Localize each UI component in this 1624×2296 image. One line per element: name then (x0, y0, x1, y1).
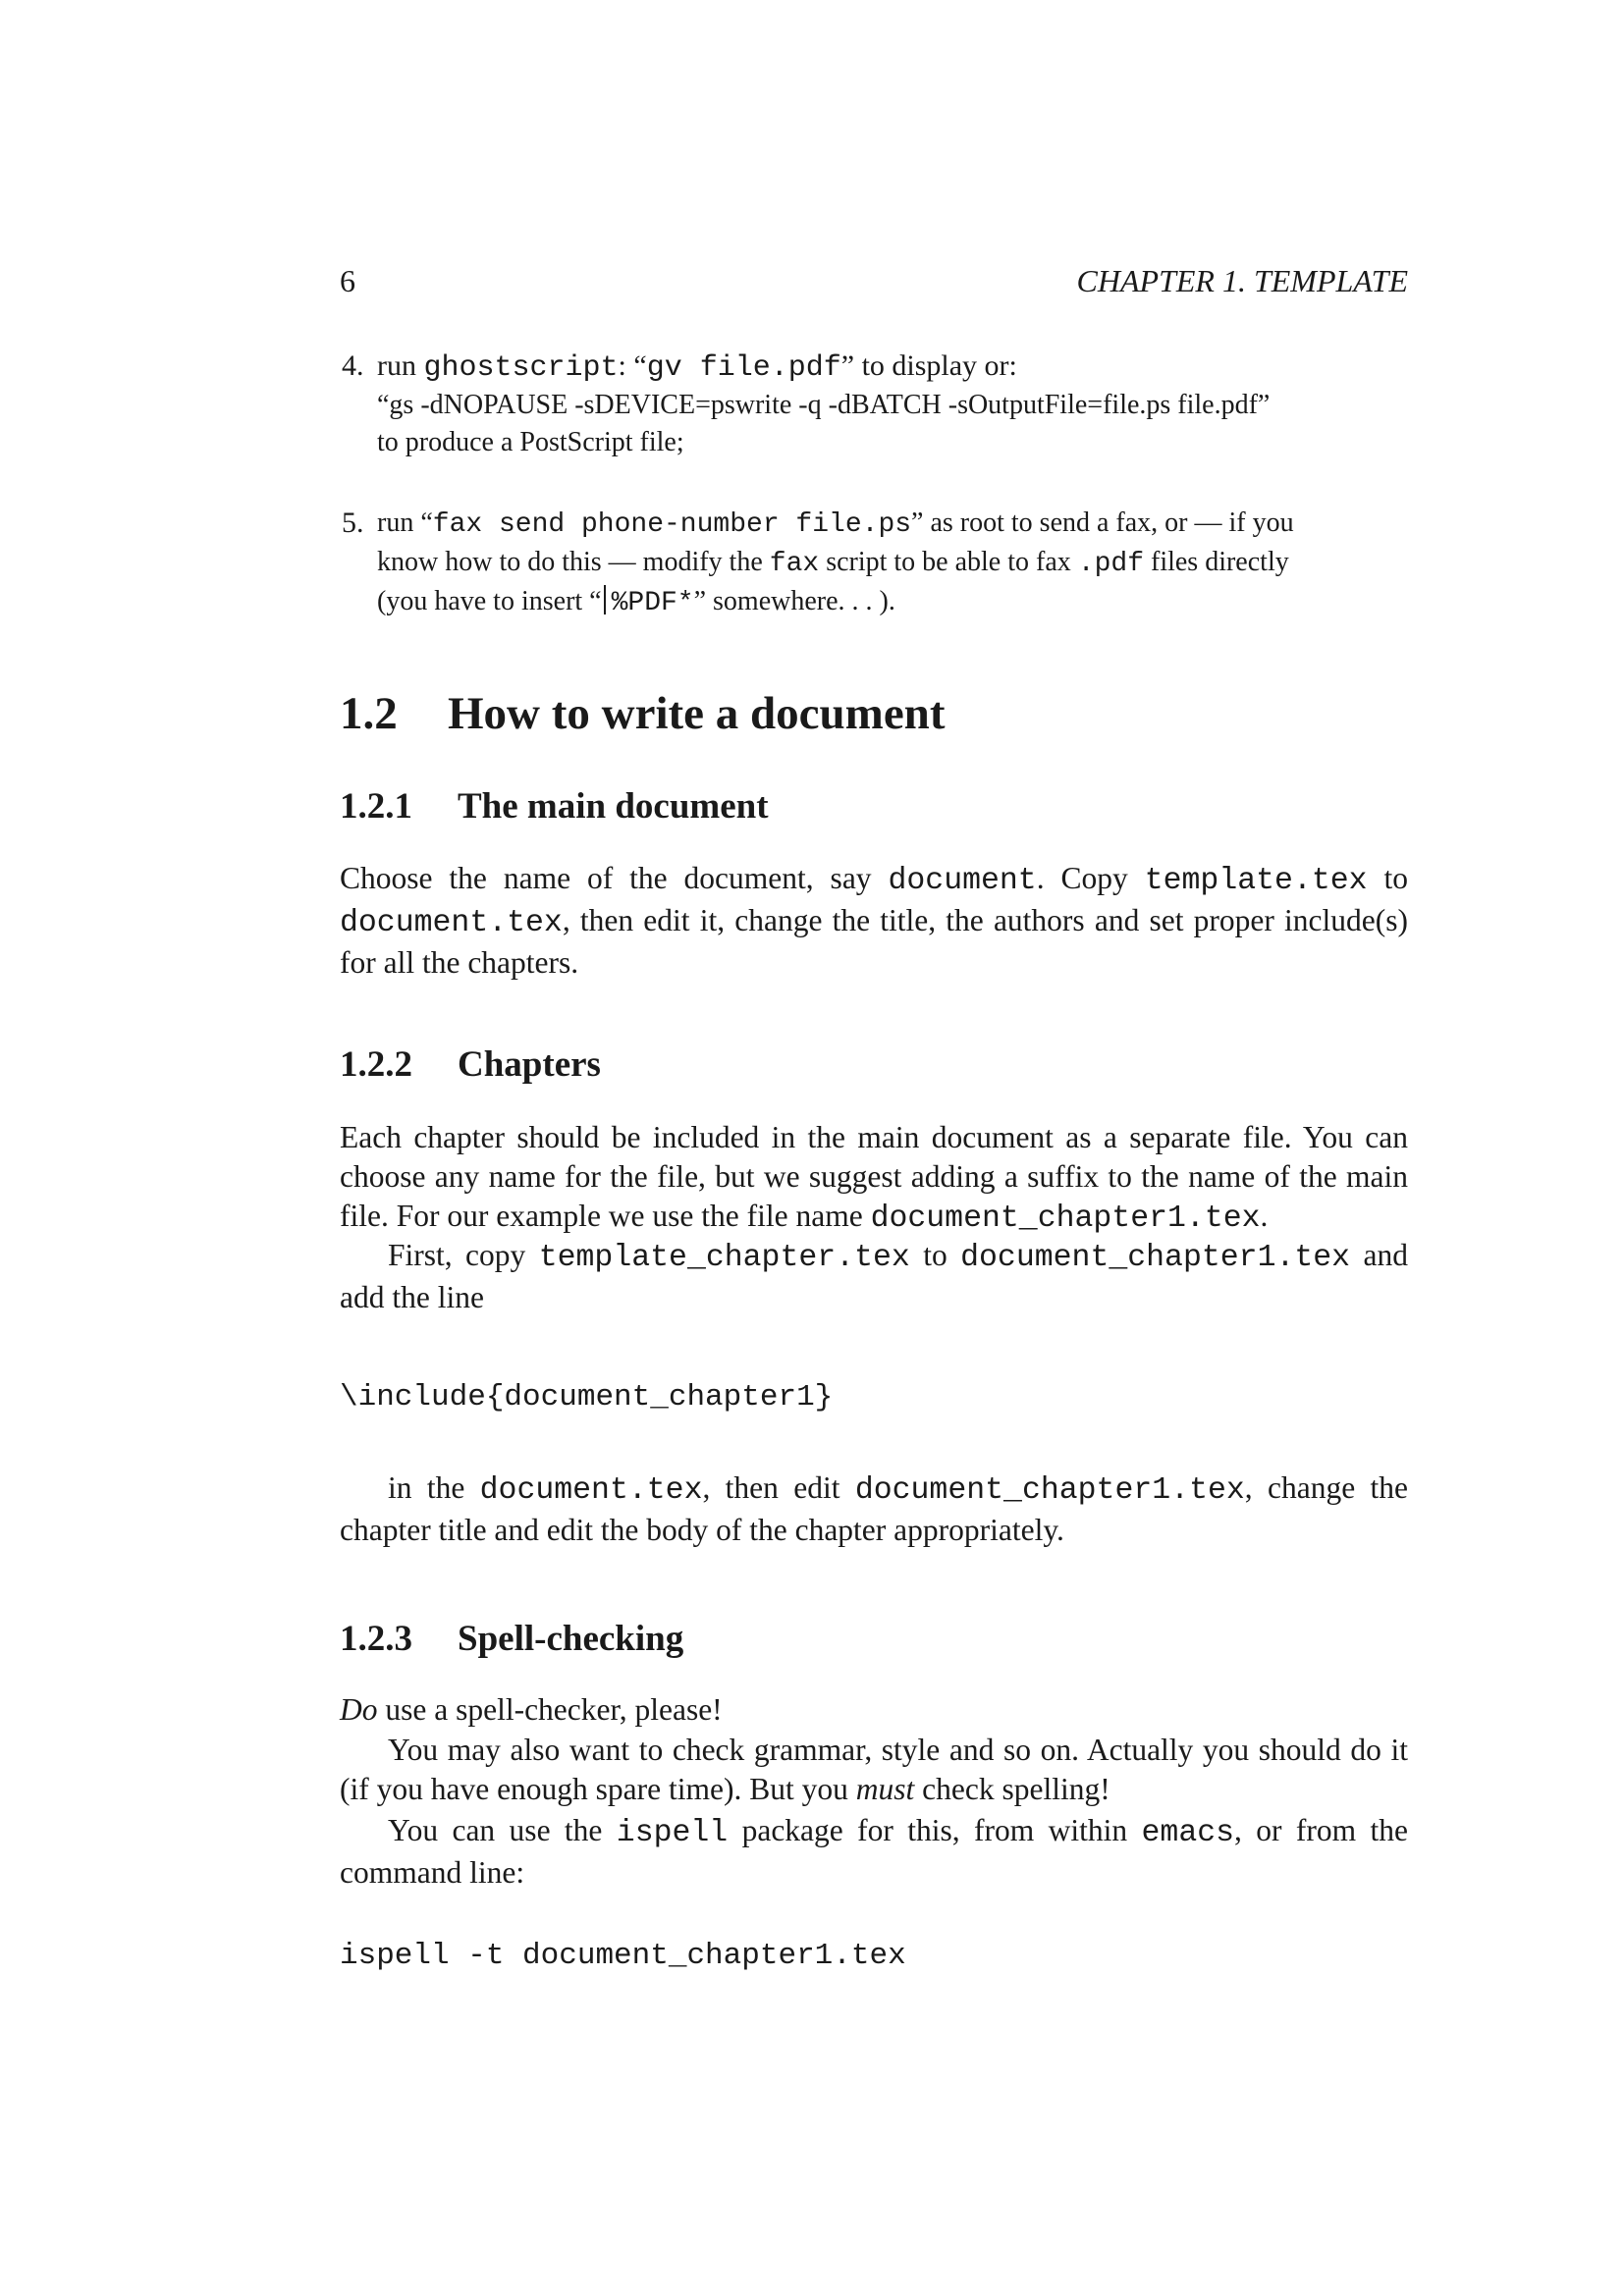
subsection-number: 1.2.2 (340, 1044, 412, 1085)
list-line: run ghostscript: “gv file.pdf” to display or: (377, 349, 1017, 385)
emphasis: must (855, 1772, 915, 1806)
inline-code: document.tex (479, 1473, 703, 1508)
list-item-5 (342, 505, 1408, 622)
inline-code: gv file.pdf (646, 351, 841, 385)
inline-code: document_chapter1.tex (854, 1473, 1245, 1508)
page-number: 6 (340, 263, 355, 298)
paragraph: First, copy template_chapter.tex to document_chapter1.tex and add the line (340, 1238, 1408, 1314)
inline-code: template.tex (1144, 864, 1368, 898)
subsection-title: Spell-checking (458, 1619, 684, 1659)
subsection-number: 1.2.1 (340, 786, 412, 827)
paragraph: Do use a spell-checker, please! (340, 1692, 723, 1727)
inline-code: fax send phone-number file.ps (432, 509, 912, 540)
subsection-heading-spell-checking (340, 1618, 683, 1660)
section-heading (340, 687, 945, 740)
inline-code: template_chapter.tex (538, 1241, 910, 1275)
inline-code: document_chapter1.tex (870, 1201, 1261, 1236)
inline-code: %PDF* (611, 588, 694, 618)
inline-code: fax (769, 549, 820, 579)
section-number: 1.2 (340, 688, 398, 739)
subsection-number: 1.2.3 (340, 1619, 412, 1659)
running-head: CHAPTER 1. TEMPLATE (1076, 263, 1408, 298)
list-item-4 (342, 347, 1408, 461)
paragraph: You can use the ispell package for this, from within emacs, or from the command line: (340, 1813, 1408, 1890)
list-number: 5. (342, 507, 364, 539)
inline-code: document (888, 864, 1037, 898)
code-block: ispell -t document_chapter1.tex (340, 1939, 906, 1973)
list-line: run “fax send phone-number file.ps” as root to send a fax, or — if you (377, 507, 1294, 540)
paragraph: in the document.tex, then edit document_chapter1.tex, change the chapter title and edit the body of the chapter appropriately. (340, 1470, 1408, 1547)
section-title: How to write a document (448, 688, 946, 739)
inline-code: ispell (616, 1816, 729, 1850)
inline-code: document.tex (340, 906, 563, 940)
paragraph: You may also want to check grammar, style and so on. Actually you should do it (if you have enough spare time). But you must check spelling! (340, 1733, 1408, 1806)
list-line: know how to do this — modify the fax script to be able to fax .pdf files directly (377, 547, 1289, 579)
paragraph: Choose the name of the document, say document. Copy template.tex to document.tex, then edit it, change the title, the authors and set proper include(s) for all the chapters. (340, 861, 1408, 980)
subsection-title: The main document (458, 786, 769, 827)
list-line: (you have to insert “ %PDF*” somewhere. . . ). (377, 586, 895, 618)
subsection-heading-chapters (340, 1043, 601, 1086)
list-line: “gs -dNOPAUSE -sDEVICE=pswrite -q -dBATCH -sOutputFile=file.ps file.pdf” (377, 390, 1271, 420)
list-line: to produce a PostScript file; (377, 427, 684, 457)
code-block: \include{document_chapter1} (340, 1380, 834, 1415)
paragraph: Each chapter should be included in the main document as a separate file. You can choose any name for the file, but we suggest adding a suffix to the name of the main file. For our example we use the file name document_chapter1.tex. (340, 1120, 1408, 1236)
pipe-glyph (604, 585, 606, 614)
subsection-heading-main-document (340, 785, 769, 828)
inline-code: document_chapter1.tex (960, 1241, 1351, 1275)
emphasis: Do (340, 1692, 378, 1727)
inline-code: ghostscript (423, 351, 619, 385)
inline-code: emacs (1141, 1816, 1235, 1850)
subsection-title: Chapters (458, 1044, 601, 1085)
list-number: 4. (342, 349, 364, 382)
inline-code: .pdf (1077, 549, 1144, 579)
